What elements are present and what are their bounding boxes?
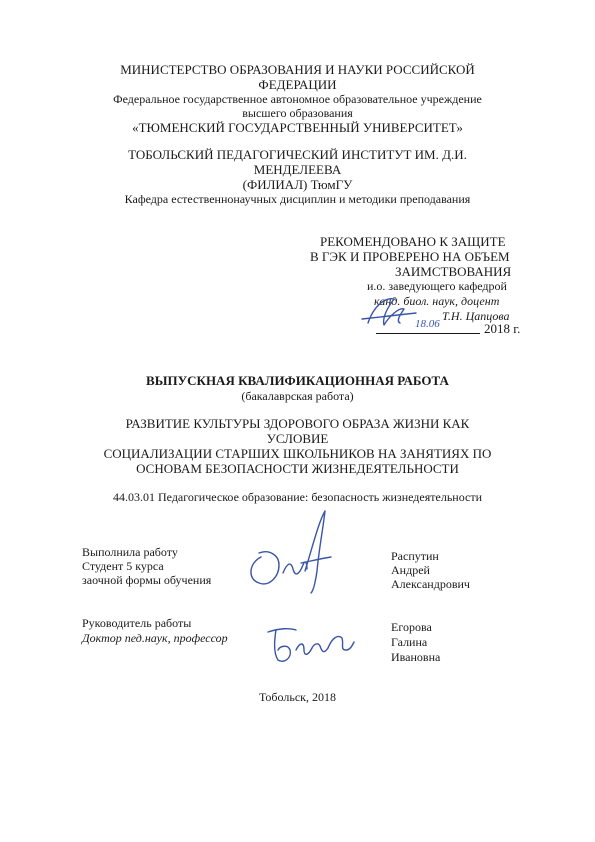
author-surname: Распутин bbox=[391, 549, 439, 563]
work-type: ВЫПУСКНАЯ КВАЛИФИКАЦИОННАЯ РАБОТА bbox=[146, 373, 449, 388]
author-first-name: Андрей bbox=[391, 563, 430, 577]
supervisor-first-name: Галина bbox=[391, 635, 428, 649]
author-label-1: Выполнила работу bbox=[82, 545, 178, 559]
approval-date-underline bbox=[376, 333, 480, 334]
ministry-line-2: ФЕДЕРАЦИИ bbox=[258, 77, 337, 92]
institution-line-1: Федеральное государственное автономное образовательное учреждение bbox=[113, 92, 482, 106]
approval-date: 18.06 bbox=[415, 318, 440, 330]
author-patronymic: Александрович bbox=[391, 577, 470, 591]
supervisor-label-2: Доктор пед.наук, профессор bbox=[82, 631, 228, 645]
author-label-3: заочной формы обучения bbox=[82, 573, 212, 587]
department-name: Кафедра естественнонаучных дисциплин и методики преподавания bbox=[124, 192, 471, 206]
supervisor-surname: Егорова bbox=[391, 620, 432, 634]
university-name: «ТЮМЕНСКИЙ ГОСУДАРСТВЕННЫЙ УНИВЕРСИТЕТ» bbox=[132, 120, 463, 135]
approval-line-1: РЕКОМЕНДОВАНО К ЗАЩИТЕ bbox=[320, 234, 506, 249]
ministry-line-1: МИНИСТЕРСТВО ОБРАЗОВАНИЯ И НАУКИ РОССИЙСКОЙ bbox=[120, 62, 475, 77]
work-subtype: (бакалаврская работа) bbox=[241, 389, 354, 403]
approval-role: и.о. заведующего кафедрой bbox=[367, 279, 507, 293]
author-label-2: Студент 5 курса bbox=[82, 559, 164, 573]
branch-line-3: (ФИЛИАЛ) ТюмГУ bbox=[242, 177, 353, 192]
institution-line-2: высшего образования bbox=[242, 106, 353, 120]
place-year: Тобольск, 2018 bbox=[259, 690, 336, 704]
work-title-line-2: УСЛОВИЕ bbox=[266, 431, 329, 446]
work-title-line-1: РАЗВИТИЕ КУЛЬТУРЫ ЗДОРОВОГО ОБРАЗА ЖИЗНИ КАК bbox=[125, 416, 470, 431]
work-title-line-3: СОЦИАЛИЗАЦИИ СТАРШИХ ШКОЛЬНИКОВ НА ЗАНЯТИЯХ ПО bbox=[103, 446, 492, 461]
supervisor-patronymic: Ивановна bbox=[391, 650, 441, 664]
approval-line-2: В ГЭК И ПРОВЕРЕНО НА ОБЪЕМ bbox=[310, 249, 510, 264]
supervisor-signature bbox=[262, 620, 358, 666]
branch-line-2: МЕНДЕЛЕЕВА bbox=[253, 162, 342, 177]
approval-signature bbox=[360, 293, 420, 333]
supervisor-label-1: Руководитель работы bbox=[82, 616, 192, 630]
author-signature bbox=[243, 505, 343, 595]
approval-year: 2018 г. bbox=[484, 321, 521, 336]
branch-line-1: ТОБОЛЬСКИЙ ПЕДАГОГИЧЕСКИЙ ИНСТИТУТ ИМ. Д.И. bbox=[128, 147, 467, 162]
work-title-line-4: ОСНОВАМ БЕЗОПАСНОСТИ ЖИЗНЕДЕЯТЕЛЬНОСТИ bbox=[136, 461, 459, 476]
work-specialty: 44.03.01 Педагогическое образование: безопасность жизнедеятельности bbox=[112, 490, 483, 504]
approval-name: Т.Н. Цапцова bbox=[442, 309, 510, 323]
approval-line-3: ЗАИМСТВОВАНИЯ bbox=[395, 264, 512, 279]
approval-degree: канд. биол. наук, доцент bbox=[374, 294, 500, 308]
